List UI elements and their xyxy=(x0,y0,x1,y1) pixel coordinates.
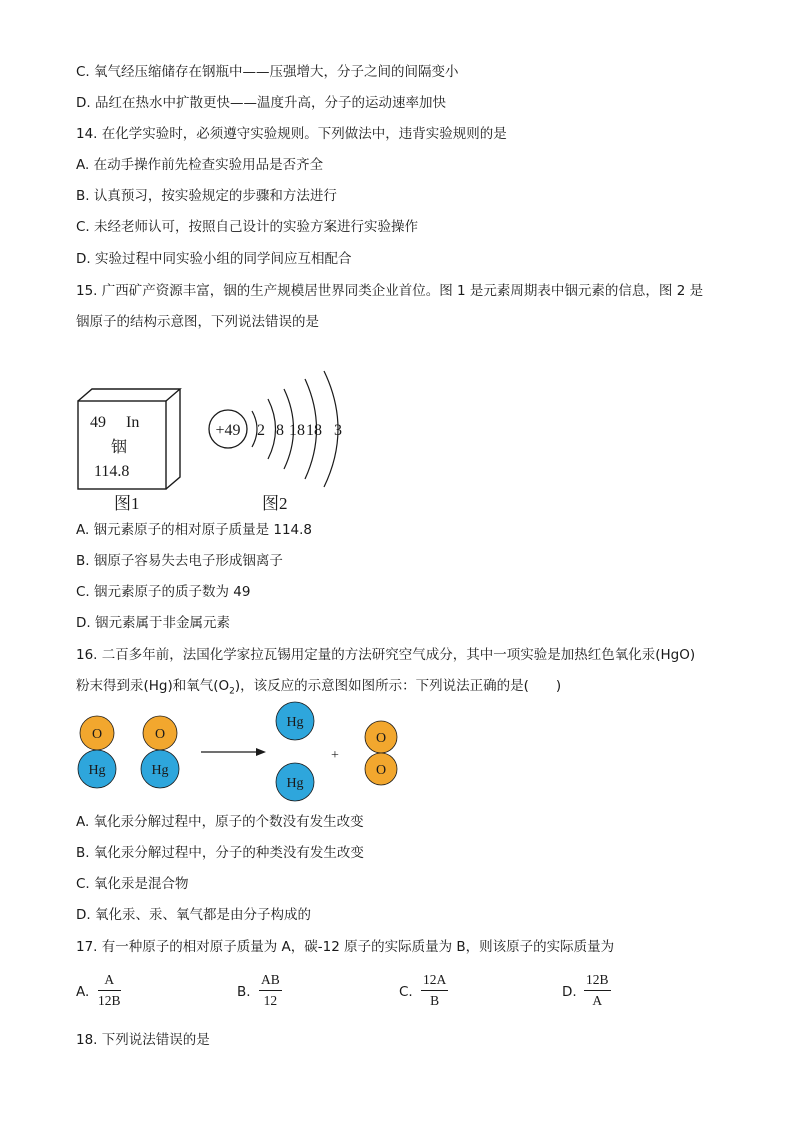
q17-option-b-fraction xyxy=(259,972,282,1009)
o2-subscript: 2 xyxy=(229,686,235,697)
oxygen-label: O xyxy=(154,727,166,742)
q16-option-a: A. 氧化汞分解过程中，原子的个数没有发生改变 xyxy=(76,814,364,830)
q14-option-a: A. 在动手操作前先检查实验用品是否齐全 xyxy=(76,157,324,173)
atomic-number: 49 xyxy=(90,414,106,431)
mercury-label: Hg xyxy=(286,715,304,730)
nucleus-charge: +49 xyxy=(215,422,241,439)
fraction-denominator: 12 xyxy=(263,993,278,1008)
question-17: 17. 有一种原子的相对原子质量为 A，碳-12 原子的实际质量为 B，则该原子的实际质量为 xyxy=(76,939,615,955)
q14-option-c: C. 未经老师认可，按照自己设计的实验方案进行实验操作 xyxy=(76,219,419,235)
oxygen-label: O xyxy=(375,731,387,746)
q16-option-b: B. 氧化汞分解过程中，分子的种类没有发生改变 xyxy=(76,845,364,861)
q17-option-c-label: C. xyxy=(399,984,413,1000)
question-14: 14. 在化学实验时，必须遵守实验规则。下列做法中，违背实验规则的是 xyxy=(76,126,507,142)
shell-5-count: 3 xyxy=(334,422,342,439)
figure-2-caption: 图2 xyxy=(262,494,288,513)
q15-option-c: C. 铟元素原子的质子数为 49 xyxy=(76,584,251,600)
question-15-line2: 铟原子的结构示意图，下列说法错误的是 xyxy=(76,314,319,330)
q16-line2-part1: 粉末得到汞(Hg)和氧气(O xyxy=(76,678,230,694)
element-symbol: In xyxy=(126,414,140,431)
fraction-denominator: 12B xyxy=(98,993,121,1008)
fraction-numerator: 12B xyxy=(584,972,611,991)
q16-option-d: D. 氧化汞、汞、氧气都是由分子构成的 xyxy=(76,907,311,923)
q17-option-b-label: B. xyxy=(237,984,251,1000)
question-15-line1: 15. 广西矿产资源丰富，铟的生产规模居世界同类企业首位。图 1 是元素周期表中铟元素的信息，图 2 是 xyxy=(76,283,704,299)
fraction-denominator: A xyxy=(592,993,603,1008)
reaction-arrow xyxy=(201,748,266,756)
q16-option-c: C. 氧化汞是混合物 xyxy=(76,876,189,892)
fraction-numerator: A xyxy=(98,972,121,991)
fraction-denominator: B xyxy=(430,993,440,1008)
question-16-line2 xyxy=(76,676,561,702)
shell-3-count: 18 xyxy=(289,422,305,439)
plus-sign: + xyxy=(331,748,339,763)
q14-option-d: D. 实验过程中同实验小组的同学间应互相配合 xyxy=(76,251,352,267)
atomic-mass: 114.8 xyxy=(94,463,130,480)
q14-option-b: B. 认真预习，按实验规定的步骤和方法进行 xyxy=(76,188,337,204)
q17-option-c-fraction xyxy=(421,972,448,1009)
question-18: 18. 下列说法错误的是 xyxy=(76,1032,210,1048)
q17-option-d-label: D. xyxy=(562,984,577,1000)
shell-2-count: 8 xyxy=(276,422,284,439)
q17-option-a-label: A. xyxy=(76,984,90,1000)
q16-line2-part2: )，该反应的示意图如图所示：下列说法正确的是( ) xyxy=(234,678,562,694)
mercury-label: Hg xyxy=(151,763,169,778)
question-16-line1: 16. 二百多年前，法国化学家拉瓦锡用定量的方法研究空气成分，其中一项实验是加热红色氧化汞(HgO) xyxy=(76,647,696,663)
q15-option-b: B. 铟原子容易失去电子形成铟离子 xyxy=(76,553,283,569)
q17-option-a-fraction xyxy=(98,972,121,1009)
indium-figures xyxy=(70,365,370,515)
option-c-previous: C. 氧气经压缩储存在钢瓶中——压强增大，分子之间的间隔变小 xyxy=(76,64,459,80)
q17-option-d-fraction xyxy=(584,972,611,1009)
figure-1-caption: 图1 xyxy=(114,494,140,513)
oxygen-label: O xyxy=(375,763,387,778)
oxygen-label: O xyxy=(91,727,103,742)
element-name: 铟 xyxy=(111,437,128,456)
mercury-label: Hg xyxy=(88,763,106,778)
fraction-numerator: 12A xyxy=(421,972,448,991)
mercury-label: Hg xyxy=(286,776,304,791)
shell-1-count: 2 xyxy=(257,422,265,439)
option-d-previous: D. 品红在热水中扩散更快——温度升高，分子的运动速率加快 xyxy=(76,95,446,111)
q15-option-d: D. 铟元素属于非金属元素 xyxy=(76,615,230,631)
reaction-diagram xyxy=(70,700,410,805)
q15-option-a: A. 铟元素原子的相对原子质量是 114.8 xyxy=(76,522,313,538)
shell-4-count: 18 xyxy=(306,422,322,439)
fraction-numerator: AB xyxy=(259,972,282,991)
